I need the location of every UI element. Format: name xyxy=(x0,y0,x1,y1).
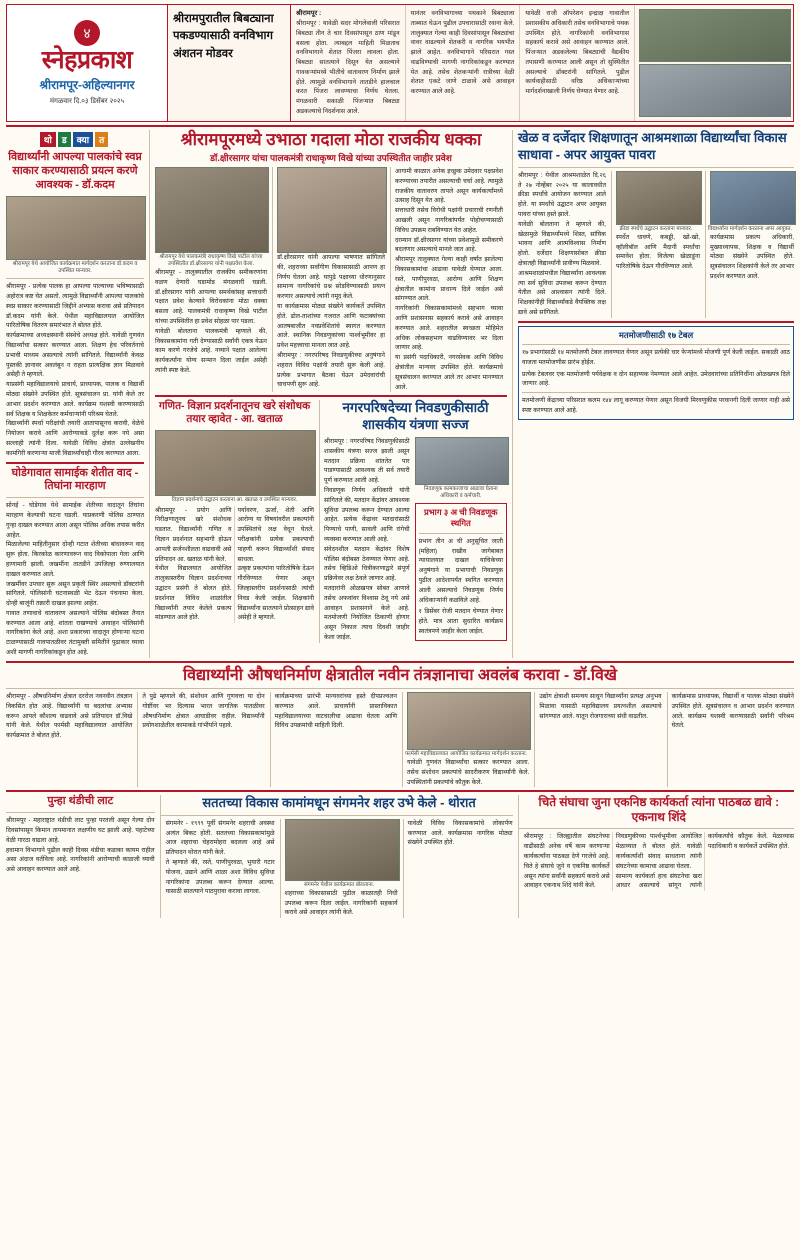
mid-body-2: डॉ.क्षीरसागर यांनी आपल्या भाषणात सांगितले की, शहराच्या सर्वांगीण विकासासाठी आपण हा निर्णय घेतला आहे. यापुढे पक्षाच्या धोरणानुसार सामान्य नागरिकांचे प्रश्न सोडविण्यासाठी प्रयत्न करणार असल्याचे त्यांनी नमूद केले. xyxy=(277,253,385,301)
election-body-1: निवडणूक निर्णय अधिकारी यांनी सांगितले की, मतदान केंद्रांवर आवश्यक सुविधा उपलब्ध करून देण्यात आल्या आहेत. प्रत्येक केंद्रावर मतदारांसाठी पिण्याचे पाणी, सावली आणि रांगेची व्यवस्था करण्यात आली आहे. xyxy=(324,487,410,544)
ward-postponed-body-1: १ डिसेंबर रोजी मतदान घेण्यात येणार होते. मात्र आता सुधारित कार्यक्रम स्वतंत्रपणे जाहीर केला जाईल. xyxy=(418,608,503,635)
ward-postponed-headline: प्रभाग ३ अ ची निवडणूक स्थगित xyxy=(424,507,498,529)
left-body-0: श्रीरामपूर - प्रत्येक पालक हा आपल्या पाल्याच्या भविष्यासाठी अहोरात्र कष्ट घेत असतो. त्यामुळे विद्यार्थ्यांनी आपल्या पालकांचे स्वप्न साकार करण्यासाठी जिद्दीने अभ्यास करावा असे प्रतिपादन डॉ.कदम यांनी केले. येथील महाविद्यालयात आयोजित पारितोषिक वितरण समारंभात ते बोलत होते. xyxy=(6,283,144,330)
photo-pharmacy-speaker xyxy=(407,692,531,750)
right-body-0: श्रीरामपूर : येथील आश्रमशाळेत दि.२६ ते २७ नोव्हेंबर २०२५ या कालावधीत क्रीडा स्पर्धांचे आयोजन करण्यात आले होते. या स्पर्धांचे उद्घाटन अपर आयुक्त पावरा यांच्या हस्ते झाले. xyxy=(518,171,606,218)
masthead-column-1 xyxy=(291,5,406,121)
left-sub-body-1: मिळालेल्या माहितीनुसार दोन्ही गटात शेतीच्या बांधावरून वाद सुरू होता. किरकोळ कारणावरून वाद विकोपाला गेला आणि हाणामारी झाली. जखमींना तातडीने उपजिल्हा रुग्णालयात दाखल करण्यात आले. xyxy=(6,541,144,578)
left-sub-body-3: गावात तणावाचे वातावरण असल्याने पोलिस बंदोबस्त तैनात करण्यात आला आहे. शांतता राखण्याचे आवाहन पोलिसांनी नागरिकांना केले आहे. अशा प्रकारच्या वादातून होणाऱ्या घटना टाळण्यासाठी गावपातळीवर तंटामुक्ती समितीने पुढाकार घ्यावा अशी मागणी नागरिकांकडून होत आहे. xyxy=(6,609,144,657)
left-body-1: कार्यक्रमाच्या अध्यक्षस्थानी संस्थेचे अध्यक्ष होते. यावेळी गुणवंत विद्यार्थ्यांचा सत्कार करण्यात आला. शिक्षण हेच परिवर्तनाचे प्रभावी माध्यम असल्याचे त्यांनी सांगितले. विद्यार्थ्यांनी केवळ पुस्तकी ज्ञानावर अवलंबून न राहता प्रात्यक्षिक ज्ञान मिळवावे असेही ते म्हणाले. xyxy=(6,332,144,379)
tag-3[interactable]: त xyxy=(95,132,108,147)
lead-headline: श्रीरामपुरातील बिबट्याना पकडण्यासाठी वनविभाग अंशतन मोडवर xyxy=(168,5,291,121)
mid-body2-1: आगामी काळात अनेक इच्छुक उमेदवार पक्षप्रवेश करण्याच्या तयारीत असल्याची चर्चा आहे. त्यामुळे राजकीय वातावरण तापले असून कार्यकर्त्यांमध्ये उत्साह दिसून येत आहे. xyxy=(395,167,503,205)
pharmacy-article xyxy=(6,666,794,788)
sangamner-body-0: संगमनेर - १९९९ पूर्वी संगमनेर शहराची अवस्था अत्यंत बिकट होती. सततच्या विकासकामांमुळे आज शहराचा चेहरामोहरा बदलला आहे असे प्रतिपादन थोरात यांनी केले. xyxy=(165,819,275,857)
mid-sub-headline: डॉ.क्षीरसागर यांचा पालकमंत्री राधाकृष्ण विखे यांच्या उपस्थितीत जाहीर प्रवेश xyxy=(210,153,452,164)
left-sub-body-2: जखमींवर उपचार सुरू असून प्रकृती स्थिर असल्याचे डॉक्टरांनी सांगितले. पोलिसांनी घटनास्थळी भेट देऊन पंचनामा केला. दोन्ही बाजूंनी तक्रारी दाखल झाल्या आहेत. xyxy=(6,580,144,608)
pharmacy-photo-caption: फार्मसी महाविद्यालयात आयोजित कार्यक्रमात मार्गदर्शन करताना. xyxy=(405,751,528,758)
shinde-body-1: निवडणुकीच्या पार्श्वभूमीवर आयोजित मेळाव्यात ते बोलत होते. यावेळी कार्यकर्त्यांशी संवाद साधताना त्यांनी संघटनेच्या कामाचा आढावा घेतला. xyxy=(615,833,702,870)
photo-sangamner-meeting xyxy=(285,819,400,881)
paper-subtitle: श्रीरामपूर-अहिल्यानगर xyxy=(39,78,135,92)
right-photo-caption-1: विद्यार्थ्यांना मार्गदर्शन करताना अपर आयुक्त. xyxy=(707,225,793,232)
mid-body3-0: श्रीरामपूर तालुक्यात गेल्या काही वर्षांत झालेल्या विकासकामांचा आढावा यावेळी घेण्यात आला. रस्ते, पाणीपुरवठा, आरोग्य आणि शिक्षण क्षेत्रातील कामांना प्राधान्य दिले जाईल असे सांगण्यात आले. xyxy=(395,256,503,303)
left-sub-headline: घोडेगावात सामाईक शेतीत वाद - तिघांना मारहाण xyxy=(11,466,139,493)
tag-0[interactable]: थो xyxy=(40,132,56,147)
photo-students-guidance xyxy=(710,171,796,225)
counting-tables-footer: मतमोजणी केंद्राच्या परिसरात कलम १४४ लागू करण्यात येणार असून विजयी मिरवणुकीस परवानगी दिली जाणार नाही असे स्पष्ट करण्यात आले आहे. xyxy=(522,397,790,415)
right-body-3: स्पर्धेत धावणे, कबड्डी, खो-खो, व्हॉलीबॉल आणि मैदानी स्पर्धांचा समावेश होता. विजेत्या खेळाडूंना पारितोषिके देऊन गौरविण्यात आले. xyxy=(616,233,700,271)
tag-2[interactable]: क्या xyxy=(73,132,93,147)
right-column xyxy=(512,130,794,658)
right-body-2: आश्रमशाळांमधील विद्यार्थ्यांना आवश्यक त्या सर्व सुविधा उपलब्ध करून देण्यात येतील असे आश्वासन त्यांनी दिले. शिक्षकांनीही विद्यार्थ्यांकडे वैयक्तिक लक्ष द्यावे असे सांगितले. xyxy=(518,269,606,316)
science-body-0: श्रीरामपूर - प्रयोग आणि निरीक्षणातूनच खरे संशोधक घडतात. विद्यार्थ्यांनी गणित व विज्ञान प्रदर्शनात सहभागी होऊन आपली सर्जनशीलता वाढवावी असे प्रतिपादन आ. खताळ यांनी केले. xyxy=(155,506,232,563)
photo-leopard-cage xyxy=(639,9,791,62)
counting-tables-title: मतमोजणीसाठी १७ टेबल xyxy=(618,329,694,340)
science-exhibition-article xyxy=(155,400,314,642)
pharmacy-body xyxy=(6,692,794,787)
counting-tables-body-0: १७ प्रभागांसाठी १४ मतमोजणी टेबल लावण्यात येणार असून प्रत्येकी चार फेऱ्यांमध्ये मोजणी पूर्ण केली जाईल. सकाळी आठ वाजता मतमोजणीस प्रारंभ होईल. xyxy=(522,349,790,366)
shinde-article xyxy=(518,795,794,918)
pharmacy-col-4: उद्योग क्षेत्राशी समन्वय साधून विद्यार्थ्यांना प्रत्यक्ष अनुभव मिळावा यासाठी महाविद्यालय प्रयत्नशील असल्याचे सांगण्यात आले. यातून रोजगाराच्या संधी वाढतील. xyxy=(539,693,662,720)
main-content xyxy=(6,130,794,658)
photo-forest-officials xyxy=(639,64,791,117)
right-top-body xyxy=(518,171,794,318)
pharmacy-col-1: ते पुढे म्हणाले की, संशोधन आणि गुणवत्ता या दोन गोष्टींवर भर दिल्यास भारत जागतिक पातळीवर औषधनिर्माण क्षेत्रात आघाडीवर राहील. विद्यार्थ्यांनी प्रयोगशाळेतील कामाकडे गांभीर्याने पहावे. xyxy=(142,693,265,730)
middle-column xyxy=(149,130,507,658)
mid-photo-caption: श्रीरामपूर येथे पालकमंत्री राधाकृष्ण विखे पाटील यांच्या उपस्थितीत डॉ.क्षीरसागर यांनी पक्षप्रवेश केला. xyxy=(159,253,263,267)
mid-body3-2: या प्रसंगी पदाधिकारी, नगरसेवक आणि विविध क्षेत्रांतील मान्यवर उपस्थित होते. कार्यक्रमाचे सूत्रसंचालन करण्यात आले तर आभार मानण्यात आले. xyxy=(395,354,503,391)
mid-body3-1: नागरिकांनी विकासकामांमध्ये सहभाग घ्यावा आणि प्रशासनास सहकार्य करावे असे आवाहन करण्यात आले. शहरातील स्वच्छता मोहिमेत अधिक लोकसहभाग वाढविण्यावर भर दिला जाणार आहे. xyxy=(395,305,503,352)
counting-tables-box xyxy=(518,326,794,420)
election-photo-caption: निवडणूक कामकाजाचा आढावा घेताना अधिकारी व कर्मचारी. xyxy=(423,486,498,500)
mid-body-1: यावेळी बोलताना पालकमंत्री म्हणाले की, विकासकामांना गती देण्यासाठी सर्वांनी एकत्र येऊन काम करणे गरजेचे आहे. नव्याने पक्षात आलेल्या कार्यकर्त्यांना योग्य सन्मान दिला जाईल असेही त्यांनी स्पष्ट केले. xyxy=(155,327,267,374)
masthead-dateline: श्रीरामपूर : xyxy=(296,10,322,17)
science-body-3: उत्कृष्ट प्रकल्पांना पारितोषिके देऊन गौरविण्यात येणार असून जिल्हास्तरीय प्रदर्शनासाठी त्यांची निवड केली जाईल. शिक्षकांनी विद्यार्थ्यांना सातत्याने प्रोत्साहन द्यावे असेही ते म्हणाले. xyxy=(237,565,314,622)
issue-number: ४ xyxy=(74,20,100,46)
masthead-text: यावेळी राजी ऑपरेशन इन्द्राक्ष गावातील प्रशासकीय अधिकारी तसेच वनविभागाचे पथक उपस्थित होते. नागरिकांनी वनविभागास सहकार्य करावे असे आवाहन करण्यात आले. पिंजऱ्यात अडकलेल्या बिबट्याची वैद्यकीय तपासणी करण्यात आली असून तो सुस्थितीत असल्याचे डॉक्टरांनी सांगितले. पुढील कार्यवाहीसाठी वरिष्ठ अधिकाऱ्यांच्या मार्गदर्शनाखाली निर्णय घेण्यात येणार आहे. xyxy=(525,10,630,95)
photo-science-exhibition xyxy=(155,430,316,496)
mid-body2-2: सत्ताधारी तसेच विरोधी पक्षांनी प्रचाराची रणनीती आखली असून नागरिकांपर्यंत पोहोचण्यासाठी विविध उपक्रम राबविण्यात येत आहेत. xyxy=(395,207,503,234)
cold-wave-headline: पुन्हा थंडीची लाट xyxy=(47,795,114,808)
left-body-3: विद्यार्थ्यांनी स्पर्धा परीक्षांची तयारी आतापासूनच करावी, वेळेचे नियोजन करावे आणि आरोग्याकडे दुर्लक्ष करू नये असा सल्लाही त्यांनी दिला. यावेळी विविध क्षेत्रांत उल्लेखनीय कामगिरी करणाऱ्या माजी विद्यार्थ्यांचाही गौरव करण्यात आला. xyxy=(6,420,144,457)
ward-postponed-body-0: प्रभाग तीन अ ची अनुसूचित जाती (महिला) राखीव जागेबाबत न्यायालयात दाखल याचिकेच्या अनुषंगाने या प्रभागाची निवडणूक पुढील आदेशापर्यंत स्थगित करण्यात आली असल्याचे निवडणूक निर्णय अधिकाऱ्यांनी कळविले आहे. xyxy=(418,537,503,604)
sangamner-headline: सततच्या विकास कामांमधून संगमनेर शहर उभे केले - थोरात xyxy=(202,795,476,811)
mid-body-0: श्रीरामपूर - तालुक्यातील राजकीय समीकरणांना वळण देणारी घडामोड मंगळवारी घडली. डॉ.क्षीरसागर यांनी आपल्या समर्थकांसह सत्ताधारी पक्षात प्रवेश केल्याने विरोधकांना मोठा धक्का बसला आहे. पालकमंत्री राधाकृष्ण विखे पाटील यांच्या उपस्थितीत हा प्रवेश सोहळा पार पडला. xyxy=(155,269,267,325)
election-article xyxy=(319,400,507,642)
right-body-4: कार्यक्रमास प्रकल्प अधिकारी, मुख्याध्यापक, शिक्षक व विद्यार्थी मोठ्या संख्येने उपस्थित होते. सूत्रसंचालन शिक्षकांनी केले तर आभार प्रदर्शन करण्यात आले. xyxy=(710,233,794,280)
masthead-logo xyxy=(7,5,168,121)
sangamner-body-2: शहराच्या विकासासाठी पुढील काळातही निधी उपलब्ध करून दिला जाईल. नागरिकांनी सहकार्य करावे असे आवाहन त्यांनी केले. xyxy=(284,889,398,917)
left-headline: विद्यार्थ्यांनी आपल्या पालकांचे स्वप्न साकार करण्यासाठी प्रयत्न करणे आवश्यक - डॉ.कदम xyxy=(8,151,142,191)
masthead-text: यानंतर वनविभागाच्या पथकाने बिबट्याला ताब्यात घेऊन पुढील उपचारासाठी रवाना केले. तालुक्यात गेल्या काही दिवसांपासून बिबट्यांचा वावर वाढल्याने शेतकरी व नागरिक भयभीत झाले आहेत. वनविभागाने परिसरात गस्त वाढविण्याची मागणी नागरिकांकडून करण्यात येत आहे. तसेच शेतकऱ्यांनी रात्रीच्या वेळी शेतात एकटे जाणे टाळावे असे आवाहन करण्यात आले आहे. xyxy=(410,10,515,95)
shinde-body-0: श्रीरामपूर : जिल्ह्यातील संघटनेच्या वाढीसाठी अनेक वर्षे काम करणाऱ्या कार्यकर्त्यांना पाठबळ देणे गरजेचे आहे. चिते हे संघाचे जुने व एकनिष्ठ कार्यकर्ते असून त्यांना सर्वांनी सहकार्य करावे असे आवाहन एकनाथ शिंदे यांनी केले. xyxy=(523,833,610,890)
photo-party-entry xyxy=(155,167,269,253)
masthead-photos xyxy=(635,5,793,121)
photo-award-ceremony xyxy=(6,196,146,260)
paper-title: स्नेहप्रकाश xyxy=(41,46,133,74)
masthead-text: श्रीरामपूर : यावेळी सदर मोगलेवाली परिसरात बिबट्या तीन ते चार दिवसांपासून ठाण मांडून बसला होता. त्याबद्दल माहिती मिळताच वनविभागाने शेतात पिंजरा लावला होता. बिबट्या सातत्याने दिसून येत असल्याने गावकऱ्यांमध्ये भीतीचे वातावरण निर्माण झाले होते. त्यामुळे वनविभागाने तातडीने हालचाल करत पिंजरा लावण्याचा निर्णय घेतला. मंगळवारी सकाळी पिंजऱ्यात बिबट्या अडकल्याचे निदर्शनास आले. xyxy=(296,20,400,115)
mid-headline: श्रीरामपूरमध्ये उभाठा गदाला मोठा राजकीय धक्का xyxy=(180,130,482,149)
pharmacy-col-3: यावेळी गुणवंत विद्यार्थ्यांचा सत्कार करण्यात आला. तसेच संशोधन प्रकल्पांचे सादरीकरण विद्यार्थ्यांनी केले. उपस्थितांनी प्रकल्पांचे कौतुक केले. xyxy=(406,759,530,786)
photo-election-office xyxy=(415,437,509,485)
election-body-3: मतदारांनी ओळखपत्र सोबत आणावे तसेच अफवांवर विश्वास ठेवू नये असे आवाहन प्रशासनाने केले आहे. मतमोजणी नियोजित ठिकाणी होणार असून निकाल त्याच दिवशी जाहीर केला जाईल. xyxy=(324,585,410,641)
ward-postponed-box xyxy=(415,503,507,641)
pharmacy-col-5: कार्यक्रमास प्राध्यापक, विद्यार्थी व पालक मोठ्या संख्येने उपस्थित होते. सूत्रसंचालन व आभार प्रदर्शन करण्यात आले. कार्यक्रम यशस्वी करण्यासाठी सर्वांनी परिश्रम घेतले. xyxy=(671,693,794,730)
mid-body2-0: श्रीरामपूर : नगरपरिषद निवडणुकीच्या अनुषंगाने शहरात विविध पक्षांनी तयारी सुरू केली आहे. प्रत्येक प्रभागात बैठका घेऊन उमेदवारांची चाचपणी सुरू आहे. xyxy=(277,351,385,389)
tag-1[interactable]: ड xyxy=(58,132,71,147)
sangamner-body-3: यावेळी विविध विकासकामांचे लोकार्पण करण्यात आले. कार्यक्रमास नागरिक मोठ्या संख्येने उपस्थित होते. xyxy=(407,819,513,847)
masthead-column-3 xyxy=(520,5,635,121)
mid-body-3: या कार्यक्रमास मोठ्या संख्येने कार्यकर्ते उपस्थित होते. ढोल-ताशांच्या गजरात आणि फटाक्यांच्या आतषबाजीत नवप्रवेशितांचे स्वागत करण्यात आले. स्थानिक निवडणुकांच्या पार्श्वभूमीवर हा प्रवेश महत्त्वाचा मानला जात आहे. xyxy=(277,302,385,350)
election-body-2: संवेदनशील मतदान केंद्रांवर विशेष पोलिस बंदोबस्त ठेवण्यात येणार आहे. तसेच व्हिडिओ चित्रीकरणाद्वारे संपूर्ण प्रक्रियेवर लक्ष ठेवले जाणार आहे. xyxy=(324,545,410,583)
mid-body2-3: दरम्यान डॉ.क्षीरसागर यांच्या प्रवेशामुळे समीकरणे बदलणार असल्याचे मानले जात आहे. xyxy=(395,236,503,254)
shinde-headline: चिते संघाचा जुना एकनिष्ठ कार्यकर्ता त्यांना पाठबळ द्यावे : एकनाथ शिंदे xyxy=(538,795,780,825)
counting-tables-body-1: प्रत्येक टेबलवर एक मतमोजणी पर्यवेक्षक व दोन सहाय्यक नेमण्यात आले आहेत. उमेदवारांच्या प्रतिनिधींना ओळखपत्र दिले जाणार आहे. xyxy=(522,370,790,388)
masthead-column-2 xyxy=(406,5,521,121)
sangamner-article xyxy=(160,795,513,918)
science-headline: गणित- विज्ञान प्रदर्शनातूनच खरे संशोधक तयार व्हावेत - आ. खताळ xyxy=(158,400,311,426)
shinde-body-2: सामान्य कार्यकर्ता हाच संघटनेचा खरा आधार असल्याचे सांगून त्यांनी कार्यकर्त्यांचे कौतुक केले. मेळाव्यास पदाधिकारी व कार्यकर्ते उपस्थित होते. xyxy=(615,833,794,890)
pharmacy-col-0: श्रीरामपूर - औषधनिर्माण क्षेत्रात दररोज नवनवीन तंत्रज्ञान विकसित होत आहे. विद्यार्थ्यांनी या बदलांचा अभ्यास करून आपले कौशल्य वाढवावे असे प्रतिपादन डॉ.विखे यांनी केले. येथील फार्मसी महाविद्यालयात आयोजित कार्यक्रमात ते बोलत होते. xyxy=(6,693,133,740)
election-headline: नगरपरिषदेच्या निवडणुकीसाठी शासकीय यंत्रणा सज्ज xyxy=(342,400,489,433)
left-sub-body-0: सोनई - घोडेगाव येथे सामाईक शेतीच्या वादातून तिघांना मारहाण केल्याची घटना घडली. याप्रकरणी पोलिस ठाण्यात गुन्हा दाखल करण्यात आला असून पोलिस अधिक तपास करीत आहेत. xyxy=(6,502,144,539)
pharmacy-col-2: कार्यक्रमाच्या प्रारंभी मान्यवरांच्या हस्ते दीपप्रज्वलन करण्यात आले. प्राचार्यांनी प्रास्ताविकात महाविद्यालयाच्या वाटचालीचा आढावा घेतला आणि विविध उपक्रमांची माहिती दिली. xyxy=(274,693,397,730)
mid-top-body xyxy=(155,167,507,392)
right-headline: खेळ व दर्जेदार शिक्षणातून आश्रमशाळा विद्यार्थ्यांचा विकास साधावा - अपर आयुक्त पावरा xyxy=(518,130,787,162)
sangamner-body-1: ते म्हणाले की, रस्ते, पाणीपुरवठा, भुयारी गटार योजना, उद्याने आणि शाळा अशा विविध सुविधा नागरिकांना उपलब्ध करून देण्यात आल्या. यासाठी सातत्याने पाठपुरावा करावा लागला. xyxy=(165,858,275,896)
science-body-1: येथील विद्यालयात आयोजित तालुकास्तरीय विज्ञान प्रदर्शनाच्या उद्घाटन प्रसंगी ते बोलत होते. प्रदर्शनात विविध शाळांतील विद्यार्थ्यांनी तयार केलेले प्रकल्प मांडण्यात आले होते. xyxy=(155,565,232,622)
mid-second-row xyxy=(155,400,507,642)
right-photo-caption-0: क्रीडा स्पर्धेचे उद्घाटन करताना मान्यवर. xyxy=(619,225,693,232)
right-body-1: यावेळी बोलताना ते म्हणाले की, खेळामुळे विद्यार्थ्यांमध्ये शिस्त, सांघिक भावना आणि आत्मविश्वास निर्माण होतो. दर्जेदार शिक्षणासोबत क्रीडा क्षेत्रातही विद्यार्थ्यांनी प्रावीण्य मिळवावे. xyxy=(518,220,606,267)
cold-wave-body-1: हवामान विभागाने पुढील काही दिवस थंडीचा कडाका कायम राहील असा अंदाज वर्तविला आहे. नागरिकांनी आरोग्याची काळजी घ्यावी असे आवाहन करण्यात आले आहे. xyxy=(6,846,155,874)
masthead xyxy=(6,4,794,122)
science-photo-caption: विज्ञान प्रदर्शनाचे उद्घाटन करताना आ. खताळ व उपस्थित मान्यवर. xyxy=(171,496,298,503)
science-body-2: पर्यावरण, ऊर्जा, शेती आणि आरोग्य या विषयांवरील प्रकल्पांनी उपस्थितांचे लक्ष वेधून घेतले. परीक्षकांनी प्रत्येक प्रकल्पाची पाहणी करून विद्यार्थ्यांशी संवाद साधला. xyxy=(237,506,314,563)
left-body-2: याप्रसंगी महाविद्यालयाचे प्राचार्य, प्राध्यापक, पालक व विद्यार्थी मोठ्या संख्येने उपस्थित होते. सूत्रसंचालन प्रा. यांनी केले तर आभार प्रदर्शन करण्यात आले. कार्यक्रम यशस्वी करण्यासाठी सर्व शिक्षक व शिक्षकेतर कर्मचाऱ्यांनी परिश्रम घेतले. xyxy=(6,381,144,418)
cold-wave-body-0: श्रीरामपूर - महाराष्ट्रात थंडीची लाट पुन्हा परतली असून गेल्या दोन दिवसांपासून किमान तापमानात लक्षणीय घट झाली आहे. पहाटेच्या वेळी गारठा वाढला आहे. xyxy=(6,817,155,844)
sangamner-photo-caption: संगमनेर येथील कार्यक्रमात बोलताना. xyxy=(304,881,375,888)
paper-date: मंगळवार दि.०३ डिसेंबर २०२५ xyxy=(49,98,125,105)
pharmacy-headline: विद्यार्थ्यांनी औषधनिर्माण क्षेत्रातील नवीन तंत्रज्ञानाचा अवलंब करावा - डॉ.विखे xyxy=(183,666,617,684)
footer-row xyxy=(6,795,794,918)
left-photo-caption: श्रीरामपूर येथे आयोजित कार्यक्रमात मार्गदर्शन करताना डॉ.कदम व उपस्थित मान्यवर. xyxy=(12,261,138,275)
election-body-0: श्रीरामपूर : नगरपरिषद निवडणुकीसाठी शासकीय यंत्रणा सज्ज झाली असून मतदान प्रक्रिया शांततेत पार पाडण्यासाठी आवश्यक ती सर्व तयारी पूर्ण करण्यात आली आहे. xyxy=(324,438,410,485)
photo-leader-felicitation xyxy=(277,167,387,253)
left-column xyxy=(6,130,144,658)
photo-sports-opening xyxy=(616,171,702,225)
cold-wave-article xyxy=(6,795,155,918)
topic-tags xyxy=(6,130,144,148)
